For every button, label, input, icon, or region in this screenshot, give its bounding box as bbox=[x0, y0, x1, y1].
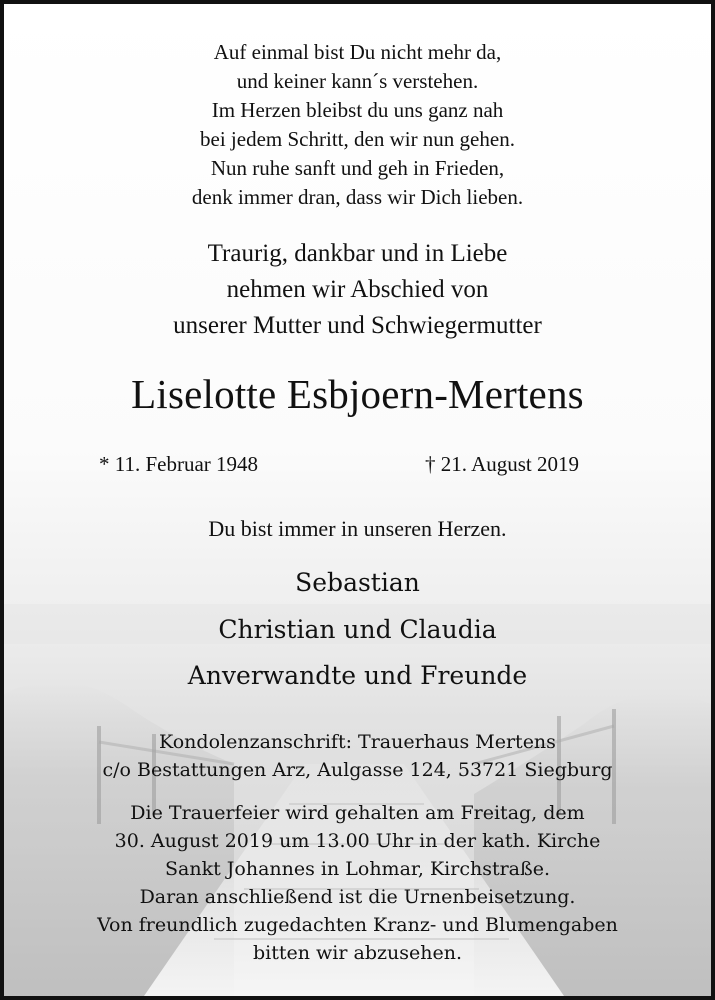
ceremony-line: Die Trauerfeier wird gehalten am Freitag, dem bbox=[130, 802, 585, 824]
intro-line: nehmen wir Abschied von bbox=[226, 276, 489, 303]
ceremony-line: Daran anschließend ist die Urnenbeisetzung. bbox=[139, 886, 576, 908]
intro-line: unserer Mutter und Schwiegermutter bbox=[173, 312, 542, 339]
poem-line: denk immer dran, dass wir Dich lieben. bbox=[191, 185, 524, 209]
memorial-saying: Du bist immer in unseren Herzen. bbox=[208, 516, 507, 541]
poem-line: Auf einmal bist Du nicht mehr da, bbox=[213, 40, 502, 64]
poem-line: Im Herzen bleibst du uns ganz nah bbox=[211, 98, 504, 122]
condolence-line: c/o Bestattungen Arz, Aulgasse 124, 53721 Siegburg bbox=[102, 759, 613, 781]
deceased-name: Liselotte Esbjoern-Mertens bbox=[131, 371, 584, 417]
ceremony-line: Von freundlich zugedachten Kranz- und Blumengaben bbox=[97, 914, 618, 936]
ceremony-line: bitten wir abzusehen. bbox=[253, 942, 462, 964]
family-line: Anverwandte und Freunde bbox=[187, 661, 528, 690]
poem-line: und keiner kann´s verstehen. bbox=[236, 69, 479, 93]
poem-line: Nun ruhe sanft und geh in Frieden, bbox=[210, 156, 505, 180]
birth-date: * 11. Februar 1948 bbox=[99, 452, 259, 476]
family-line: Christian und Claudia bbox=[218, 615, 497, 644]
condolence-line: Kondolenzanschrift: Trauerhaus Mertens bbox=[159, 731, 556, 753]
poem-line: bei jedem Schritt, den wir nun gehen. bbox=[200, 127, 515, 151]
family-line: Sebastian bbox=[295, 568, 420, 597]
ceremony-line: 30. August 2019 um 13.00 Uhr in der kath. Kirche bbox=[114, 830, 601, 852]
intro-line: Traurig, dankbar und in Liebe bbox=[207, 240, 508, 267]
ceremony-line: Sankt Johannes in Lohmar, Kirchstraße. bbox=[165, 858, 550, 880]
death-date: † 21. August 2019 bbox=[425, 452, 580, 476]
notice-text bbox=[4, 4, 711, 996]
